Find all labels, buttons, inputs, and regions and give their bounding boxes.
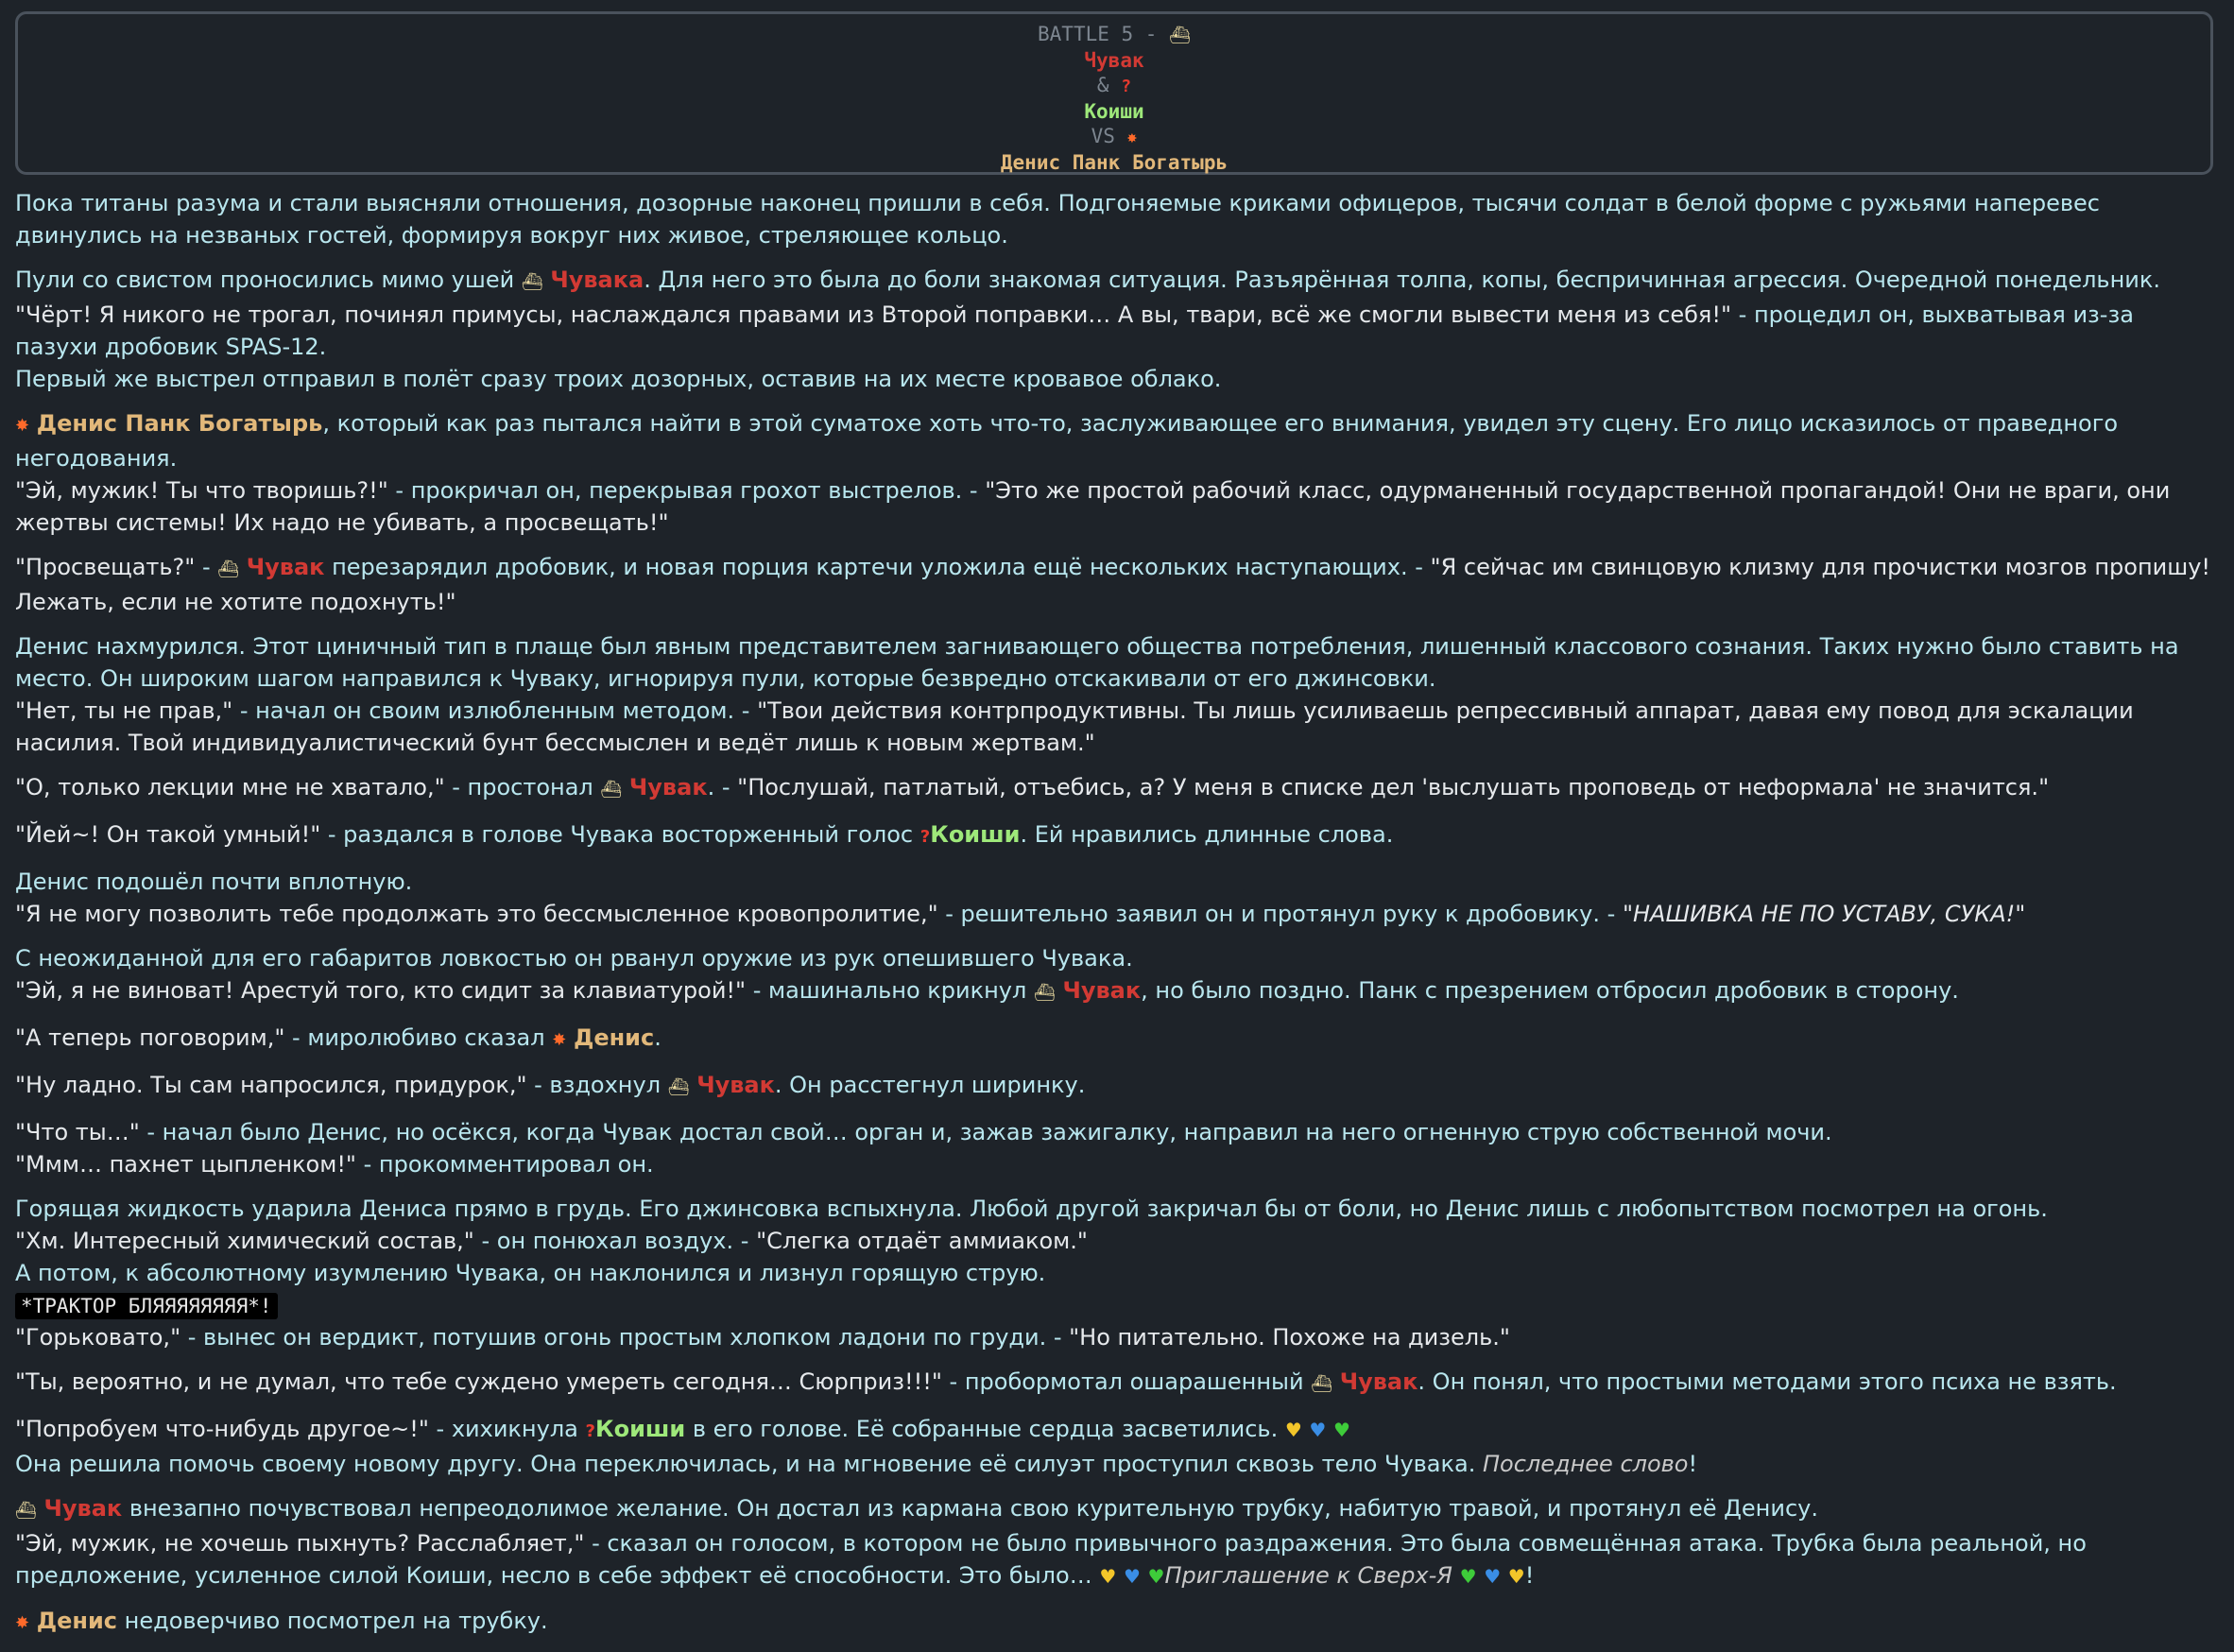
chuvak-name: Чувака bbox=[550, 267, 644, 293]
narration: . - bbox=[707, 774, 738, 800]
narration: - bbox=[195, 554, 218, 580]
narration: Первый же выстрел отправил в полёт сразу троих дозорных, оставив на их месте кровавое облако. bbox=[15, 366, 1222, 392]
dialogue-line bbox=[15, 1413, 2217, 1448]
question-mark-icon: ? bbox=[585, 1421, 595, 1441]
quote: "Слегка отдаёт аммиаком." bbox=[756, 1228, 1088, 1254]
battle-title: BATTLE 5 - bbox=[1038, 23, 1158, 45]
chuvak-name: Чувак bbox=[43, 1495, 123, 1522]
enemy-name: Денис Панк Богатырь bbox=[1000, 151, 1229, 174]
quote: "Эй, мужик! Ты что творишь?!" bbox=[15, 477, 388, 504]
quote: "Йей~! Он такой умный!" bbox=[15, 821, 321, 848]
boat-icon: ⛴ bbox=[667, 1077, 690, 1097]
narration-line bbox=[15, 407, 2217, 474]
question-mark-icon: ? bbox=[919, 827, 931, 847]
boat-icon: ⛴ bbox=[521, 272, 543, 292]
paragraph bbox=[15, 866, 2217, 930]
quote: "Ну ладно. Ты сам напросился, придурок," bbox=[15, 1072, 527, 1098]
paragraph bbox=[15, 818, 2217, 853]
fighter2-line bbox=[18, 99, 2210, 124]
narration: - процедил он, выхватывая из-за пазухи дробовик SPAS-12. bbox=[15, 301, 2134, 360]
yellow-heart-icon: ♥ bbox=[1507, 1565, 1525, 1588]
chuvak-name: Чувак bbox=[246, 554, 325, 580]
narration: - пробормотал ошарашенный bbox=[941, 1368, 1304, 1395]
quote: "Эй, мужик, не хочешь пыхнуть? Расслабляет," bbox=[15, 1530, 585, 1557]
narration: - раздался в голове Чувака восторженный голос bbox=[320, 821, 914, 848]
fighter2-name: Коиши bbox=[1084, 100, 1144, 123]
boat-icon: ⛴ bbox=[15, 1501, 37, 1521]
boat-icon: ⛴ bbox=[1033, 983, 1056, 1003]
quote: "Твои действия контрпродуктивны. Ты лишь усиливаешь репрессивный аппарат, давая ему повод для эскалации насилия. Твой индивидуалистический бунт бессмыслен и ведёт лишь к новым жертвам." bbox=[15, 697, 2134, 756]
paragraph bbox=[15, 1116, 2217, 1180]
koishi-name: Коиши bbox=[930, 821, 1021, 848]
narration: , который как раз пытался найти в этой суматохе хоть что-то, заслуживающее его внимания, увидел эту сцену. Его лицо исказилось от праведного негодования. bbox=[15, 410, 2119, 472]
dialogue-line bbox=[15, 974, 2217, 1009]
green-heart-icon: ♥ bbox=[1147, 1565, 1165, 1588]
narration: . Для него это была до боли знакомая ситуация. Разъярённая толпа, копы, беспричинная агрессия. Очередной понедельник. bbox=[644, 267, 2160, 293]
paragraph bbox=[15, 264, 2217, 395]
narration: ! bbox=[1524, 1562, 1535, 1589]
narration-line bbox=[15, 630, 2217, 695]
fighter1-line bbox=[18, 48, 2210, 73]
narration: - вынес он вердикт, потушив огонь простым хлопком ладони по груди. - bbox=[180, 1324, 1070, 1351]
denis-name: Денис bbox=[573, 1024, 655, 1051]
quote: " bbox=[1622, 901, 1633, 927]
dialogue-line bbox=[15, 474, 2217, 539]
narration: - начал он своим излюбленным методом. - bbox=[232, 697, 758, 724]
narration: - вздохнул bbox=[526, 1072, 662, 1098]
explosion-icon: ✸ bbox=[15, 416, 30, 436]
boat-icon: ⛴ bbox=[1169, 26, 1191, 45]
story-text bbox=[15, 187, 2217, 1652]
narration: - прокомментировал он. bbox=[355, 1151, 654, 1178]
chuvak-name: Чувак bbox=[1062, 977, 1142, 1004]
boat-icon: ⛴ bbox=[217, 559, 240, 579]
narration-line bbox=[15, 363, 2217, 395]
narration: - прокричал он, перекрывая грохот выстрелов. - bbox=[387, 477, 986, 504]
yellow-heart-icon: ♥ bbox=[1099, 1565, 1117, 1588]
enemy-line bbox=[18, 150, 2210, 175]
narration-line bbox=[15, 942, 2217, 974]
quote: "О, только лекции мне не хватало," bbox=[15, 774, 445, 800]
dialogue-line bbox=[15, 1527, 2217, 1592]
koishi-name: Коиши bbox=[594, 1416, 686, 1442]
quote: "Я сейчас им свинцовую клизму для прочистки мозгов пропишу! Лежать, если не хотите подохнуть!" bbox=[15, 554, 2211, 615]
quote: "Попробуем что-нибудь другое~!" bbox=[15, 1416, 429, 1442]
narration: недоверчиво посмотрел на трубку. bbox=[117, 1608, 548, 1634]
narration: А потом, к абсолютному изумлению Чувака, он наклонился и лизнул горящую струю. bbox=[15, 1260, 1046, 1286]
quote: "Послушай, патлатый, отъебись, а? У меня в списке дел 'выслушать проповедь от неформала' не значится." bbox=[737, 774, 2050, 800]
quote: "Я не могу позволить тебе продолжать это бессмысленное кровопролитие," bbox=[15, 901, 938, 927]
narration: Горящая жидкость ударила Дениса прямо в грудь. Его джинсовка вспыхнула. Любой другой закричал бы от боли, но Денис лишь с любопытством посмотрел на огонь. bbox=[15, 1196, 2048, 1222]
quote-italic: НАШИВКА НЕ ПО УСТАВУ, СУКА! bbox=[1632, 901, 2016, 927]
narration: Она решила помочь своему новому другу. Она переключилась, и на мгновение её силуэт проступил сквозь тело Чувака. bbox=[15, 1451, 1483, 1477]
code-line bbox=[15, 1289, 2217, 1321]
narration-line bbox=[15, 1193, 2217, 1225]
quote: "А теперь поговорим," bbox=[15, 1024, 285, 1051]
narration: внезапно почувствовал непреодолимое желание. Он достал из кармана свою курительную трубку, набитую травой, и протянул её Денису. bbox=[122, 1495, 1818, 1522]
paragraph bbox=[15, 630, 2217, 759]
paragraph bbox=[15, 1413, 2217, 1480]
quote: "Ты, вероятно, и не думал, что тебе суждено умереть сегодня… Сюрприз!!!" bbox=[15, 1368, 942, 1395]
chuvak-name: Чувак bbox=[696, 1072, 775, 1098]
dialogue-line bbox=[15, 898, 2217, 930]
narration-line bbox=[15, 1492, 2217, 1527]
battle-header bbox=[15, 11, 2213, 175]
narration: - миролюбиво сказал bbox=[284, 1024, 545, 1051]
explosion-icon: ✸ bbox=[552, 1030, 567, 1050]
narration: - простонал bbox=[444, 774, 593, 800]
denis-name: Денис Панк Богатырь bbox=[36, 410, 323, 437]
narration: . bbox=[654, 1024, 662, 1051]
narration: ! bbox=[1688, 1451, 1698, 1477]
chuvak-name: Чувак bbox=[1339, 1368, 1418, 1395]
narration: Денис нахмурился. Этот циничный тип в плаще был явным представителем загнивающего общества потребления, лишенный классового сознания. Таких нужно было ставить на место. Он широким шагом направился к Чуваку, игнорируя пули, которые безвредно отскакивали от его джинсовки. bbox=[15, 633, 2179, 692]
question-mark-icon: ? bbox=[1121, 77, 1132, 96]
dialogue-line bbox=[15, 695, 2217, 759]
paragraph bbox=[15, 1022, 2217, 1057]
blue-heart-icon: ♥ bbox=[1484, 1565, 1502, 1588]
narration: . Он расстегнул ширинку. bbox=[774, 1072, 1086, 1098]
quote: "Горьковато," bbox=[15, 1324, 181, 1351]
narration-line bbox=[15, 1257, 2217, 1289]
denis-name: Денис bbox=[36, 1608, 118, 1634]
ampersand-line bbox=[18, 73, 2210, 99]
quote: " bbox=[2015, 901, 2026, 927]
dialogue-line bbox=[15, 1321, 2217, 1353]
vs-label: VS bbox=[1091, 125, 1115, 147]
narration-line bbox=[15, 1448, 2217, 1480]
narration-line bbox=[15, 866, 2217, 898]
dialogue-line bbox=[15, 1148, 2217, 1180]
paragraph bbox=[15, 551, 2217, 618]
explosion-icon: ✸ bbox=[15, 1613, 30, 1633]
quote: "Это же простой рабочий класс, одурманенный государственной пропагандой! Они не враги, они жертвы системы! Их надо не убивать, а просвещать!" bbox=[15, 477, 2171, 536]
paragraph bbox=[15, 942, 2217, 1009]
narration: Пока титаны разума и стали выясняли отношения, дозорные наконец пришли в себя. Подгоняемые криками офицеров, тысячи солдат в белой форме с ружьями наперевес двинулись на незваных гостей, формируя вокруг них живое, стреляющее кольцо. bbox=[15, 190, 2100, 249]
boat-icon: ⛴ bbox=[1311, 1374, 1333, 1394]
narration: . Ей нравились длинные слова. bbox=[1020, 821, 1394, 848]
quote: "Нет, ты не прав," bbox=[15, 697, 233, 724]
dialogue-line bbox=[15, 1225, 2217, 1257]
dialogue-line bbox=[15, 299, 2217, 363]
explosion-icon: ✸ bbox=[1126, 128, 1138, 147]
boat-icon: ⛴ bbox=[600, 780, 623, 800]
quote: "Эй, я не виноват! Арестуй того, кто сидит за клавиатурой!" bbox=[15, 977, 747, 1004]
yellow-heart-icon: ♥ bbox=[1284, 1419, 1302, 1441]
ampersand: & bbox=[1096, 74, 1109, 96]
paragraph bbox=[15, 1492, 2217, 1592]
narration: перезарядил дробовик, и новая порция картечи уложила ещё нескольких наступающих. - bbox=[324, 554, 1431, 580]
quote: "Но питательно. Похоже на дизель." bbox=[1069, 1324, 1510, 1351]
blue-heart-icon: ♥ bbox=[1123, 1565, 1141, 1588]
quote: "Чёрт! Я никого не трогал, починял примусы, наслаждался правами из Второй поправки… А вы, твари, всё же смогли вывести меня из себя!" bbox=[15, 301, 1732, 328]
blue-heart-icon: ♥ bbox=[1309, 1419, 1327, 1441]
paragraph bbox=[15, 1193, 2217, 1353]
paragraph bbox=[15, 1366, 2217, 1401]
narration: - он понюхал воздух. - bbox=[473, 1228, 757, 1254]
narration: , но было поздно. Панк с презрением отбросил дробовик в сторону. bbox=[1141, 977, 1959, 1004]
spell-name: Приглашение к Сверх-Я bbox=[1164, 1562, 1452, 1589]
quote: "Ммм… пахнет цыпленком!" bbox=[15, 1151, 356, 1178]
paragraph bbox=[15, 1605, 2217, 1640]
paragraph bbox=[15, 771, 2217, 806]
fighter1-name: Чувак bbox=[1084, 49, 1144, 72]
narration: - хихикнула bbox=[428, 1416, 578, 1442]
narration: . Он понял, что простыми методами этого психа не взять. bbox=[1418, 1368, 2117, 1395]
spell-name: Последнее слово bbox=[1482, 1451, 1689, 1477]
quote: "Хм. Интересный химический состав," bbox=[15, 1228, 474, 1254]
inline-code: *ТРАКТОР БЛЯЯЯЯЯЯЯЯ*! bbox=[15, 1293, 278, 1319]
quote: "Что ты…" bbox=[15, 1119, 140, 1145]
narration: - начал было Денис, но осёкся, когда Чувак достал свой… орган и, зажав зажигалку, направил на него огненную струю собственной мочи. bbox=[139, 1119, 1832, 1145]
paragraph bbox=[15, 1069, 2217, 1104]
narration: Денис подошёл почти вплотную. bbox=[15, 869, 413, 895]
narration: - сказал он голосом, в котором не было привычного раздражения. Это была совмещённая атака. Трубка была реальной, но предложение, усиленное силой Коиши, несло в себе эффект её способности. Это было… bbox=[15, 1530, 2087, 1589]
chuvak-name: Чувак bbox=[628, 774, 708, 800]
battle-title-line bbox=[18, 22, 2210, 48]
narration: Пули со свистом проносились мимо ушей bbox=[15, 267, 515, 293]
paragraph bbox=[15, 407, 2217, 539]
narration: в его голове. Её собранные сердца засветились. bbox=[685, 1416, 1279, 1442]
paragraph bbox=[15, 187, 2217, 251]
narration: - машинально крикнул bbox=[746, 977, 1027, 1004]
green-heart-icon: ♥ bbox=[1333, 1419, 1350, 1441]
quote: "Просвещать?" bbox=[15, 554, 196, 580]
dialogue-line bbox=[15, 1116, 2217, 1148]
narration: - решительно заявил он и протянул руку к дробовику. - bbox=[937, 901, 1623, 927]
narration-line bbox=[15, 264, 2217, 299]
vs-line bbox=[18, 124, 2210, 150]
narration: С неожиданной для его габаритов ловкостью он рванул оружие из рук опешившего Чувака. bbox=[15, 945, 1133, 972]
green-heart-icon: ♥ bbox=[1459, 1565, 1477, 1588]
